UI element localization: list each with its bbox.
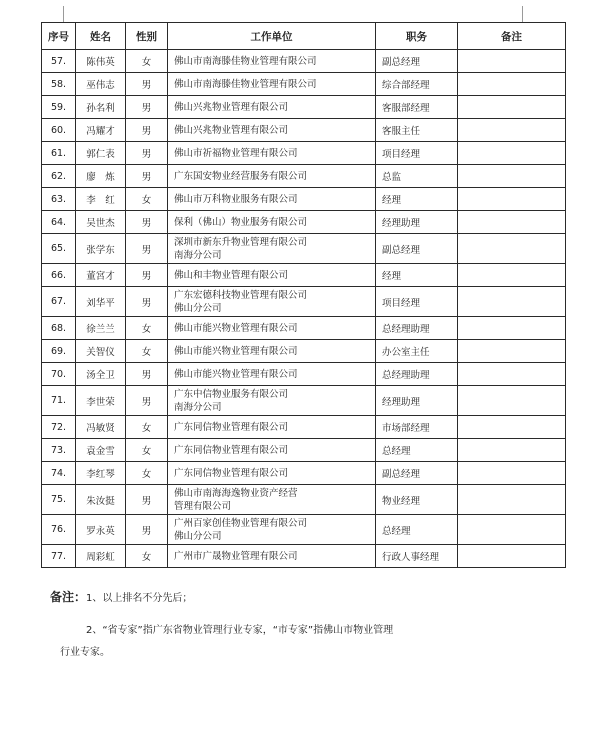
- person-name: 汤全卫: [76, 363, 126, 386]
- remarks: [458, 416, 566, 439]
- work-unit-line: 佛山市能兴物业管理有限公司: [174, 368, 298, 380]
- expert-table: [41, 22, 566, 568]
- table-row: [42, 485, 566, 515]
- gender: 男: [126, 264, 168, 287]
- work-unit-line: 广东同信物业管理有限公司: [174, 467, 289, 479]
- notes-label: 备注：: [50, 590, 87, 604]
- person-name: 徐兰兰: [76, 317, 126, 340]
- table-row: [42, 234, 566, 264]
- column-header: 姓名: [76, 23, 126, 50]
- notes-section: [50, 588, 570, 662]
- job-title: 经理: [376, 264, 458, 287]
- gender: 男: [126, 485, 168, 515]
- work-unit: [168, 386, 376, 416]
- job-title: 总经理: [376, 439, 458, 462]
- job-title: 物业经理: [376, 485, 458, 515]
- table-row: [42, 416, 566, 439]
- person-name: 李世荣: [76, 386, 126, 416]
- table-row: [42, 119, 566, 142]
- gender: 男: [126, 142, 168, 165]
- gender: 女: [126, 340, 168, 363]
- work-unit-line: 广东同信物业管理有限公司: [174, 444, 289, 456]
- gender: 男: [126, 386, 168, 416]
- work-unit-line: 广州百家创佳物业管理有限公司: [174, 517, 308, 529]
- remarks: [458, 515, 566, 545]
- job-title: 办公室主任: [376, 340, 458, 363]
- work-unit-line: 佛山市南海滕佳物业管理有限公司: [174, 55, 317, 67]
- remarks: [458, 439, 566, 462]
- job-title: 副总经理: [376, 50, 458, 73]
- work-unit: [168, 264, 376, 287]
- table-row: [42, 317, 566, 340]
- table-row: [42, 287, 566, 317]
- job-title: 行政人事经理: [376, 545, 458, 568]
- row-number: 72.: [42, 416, 76, 439]
- job-title: 项目经理: [376, 287, 458, 317]
- work-unit-line: 佛山分公司: [174, 302, 222, 314]
- person-name: 李红琴: [76, 462, 126, 485]
- remarks: [458, 234, 566, 264]
- work-unit-line: 佛山市能兴物业管理有限公司: [174, 322, 298, 334]
- work-unit: [168, 363, 376, 386]
- table-row: [42, 50, 566, 73]
- work-unit-line: 南海分公司: [174, 249, 222, 261]
- work-unit-line: 佛山市能兴物业管理有限公司: [174, 345, 298, 357]
- row-number: 74.: [42, 462, 76, 485]
- page-corner-mark-vertical: [63, 6, 64, 22]
- table-row: [42, 545, 566, 568]
- work-unit: [168, 287, 376, 317]
- column-header: 性别: [126, 23, 168, 50]
- job-title: 副总经理: [376, 462, 458, 485]
- person-name: 袁金雪: [76, 439, 126, 462]
- table-row: [42, 515, 566, 545]
- page-corner-mark-vertical-right: [522, 6, 523, 22]
- remarks: [458, 73, 566, 96]
- work-unit: [168, 50, 376, 73]
- remarks: [458, 165, 566, 188]
- person-name: 董宮才: [76, 264, 126, 287]
- row-number: 77.: [42, 545, 76, 568]
- remarks: [458, 545, 566, 568]
- row-number: 69.: [42, 340, 76, 363]
- table-row: [42, 142, 566, 165]
- row-number: 58.: [42, 73, 76, 96]
- person-name: 周彩虹: [76, 545, 126, 568]
- gender: 女: [126, 439, 168, 462]
- note-item-2-line-1: 2、“省专家”指广东省物业管理行业专家，“市专家”指佛山市物业管理: [86, 625, 394, 636]
- work-unit: [168, 515, 376, 545]
- table-row: [42, 211, 566, 234]
- remarks: [458, 340, 566, 363]
- column-header: 序号: [42, 23, 76, 50]
- note-item-1: 1、以上排名不分先后；: [86, 593, 193, 604]
- gender: 男: [126, 165, 168, 188]
- gender: 女: [126, 416, 168, 439]
- gender: 男: [126, 287, 168, 317]
- work-unit-line: 佛山市南海海逸物业资产经营: [174, 487, 298, 499]
- column-header: 备注: [458, 23, 566, 50]
- gender: 男: [126, 515, 168, 545]
- work-unit: [168, 439, 376, 462]
- row-number: 62.: [42, 165, 76, 188]
- table-row: [42, 386, 566, 416]
- work-unit-line: 南海分公司: [174, 401, 222, 413]
- table-row: [42, 439, 566, 462]
- remarks: [458, 119, 566, 142]
- gender: 男: [126, 96, 168, 119]
- table-row: [42, 73, 566, 96]
- person-name: 刘华平: [76, 287, 126, 317]
- job-title: 总监: [376, 165, 458, 188]
- work-unit-line: 佛山市祈福物业管理有限公司: [174, 147, 298, 159]
- row-number: 75.: [42, 485, 76, 515]
- work-unit: [168, 188, 376, 211]
- remarks: [458, 462, 566, 485]
- job-title: 副总经理: [376, 234, 458, 264]
- person-name: 巫伟志: [76, 73, 126, 96]
- job-title: 客服部经理: [376, 96, 458, 119]
- work-unit-line: 佛山和丰物业管理有限公司: [174, 269, 289, 281]
- row-number: 66.: [42, 264, 76, 287]
- work-unit-line: 广州市广晟物业管理有限公司: [174, 550, 298, 562]
- person-name: 李 红: [76, 188, 126, 211]
- person-name: 吴世杰: [76, 211, 126, 234]
- work-unit-line: 管理有限公司: [174, 500, 232, 512]
- gender: 女: [126, 462, 168, 485]
- person-name: 冯耀才: [76, 119, 126, 142]
- remarks: [458, 50, 566, 73]
- gender: 女: [126, 188, 168, 211]
- job-title: 项目经理: [376, 142, 458, 165]
- work-unit-line: 广东宏德科技物业管理有限公司: [174, 289, 308, 301]
- row-number: 67.: [42, 287, 76, 317]
- work-unit: [168, 545, 376, 568]
- work-unit: [168, 485, 376, 515]
- remarks: [458, 264, 566, 287]
- gender: 男: [126, 119, 168, 142]
- remarks: [458, 363, 566, 386]
- table-row: [42, 188, 566, 211]
- remarks: [458, 317, 566, 340]
- row-number: 64.: [42, 211, 76, 234]
- person-name: 朱汝挺: [76, 485, 126, 515]
- person-name: 廖 炼: [76, 165, 126, 188]
- work-unit: [168, 119, 376, 142]
- remarks: [458, 142, 566, 165]
- work-unit: [168, 165, 376, 188]
- remarks: [458, 188, 566, 211]
- table-row: [42, 340, 566, 363]
- gender: 女: [126, 50, 168, 73]
- row-number: 73.: [42, 439, 76, 462]
- row-number: 59.: [42, 96, 76, 119]
- table-row: [42, 363, 566, 386]
- work-unit: [168, 211, 376, 234]
- row-number: 61.: [42, 142, 76, 165]
- work-unit: [168, 317, 376, 340]
- table-row: [42, 165, 566, 188]
- row-number: 57.: [42, 50, 76, 73]
- gender: 男: [126, 73, 168, 96]
- work-unit-line: 广东同信物业管理有限公司: [174, 421, 289, 433]
- work-unit: [168, 416, 376, 439]
- work-unit: [168, 73, 376, 96]
- row-number: 60.: [42, 119, 76, 142]
- person-name: 陈伟英: [76, 50, 126, 73]
- job-title: 经理: [376, 188, 458, 211]
- remarks: [458, 287, 566, 317]
- person-name: 罗永英: [76, 515, 126, 545]
- person-name: 郭仁表: [76, 142, 126, 165]
- remarks: [458, 485, 566, 515]
- table-row: [42, 96, 566, 119]
- work-unit-line: 佛山市南海滕佳物业管理有限公司: [174, 78, 317, 90]
- column-header: 职务: [376, 23, 458, 50]
- work-unit-line: 保利（佛山）物业服务有限公司: [174, 216, 308, 228]
- work-unit: [168, 142, 376, 165]
- job-title: 总经理助理: [376, 317, 458, 340]
- table-header-row: [42, 23, 566, 50]
- gender: 女: [126, 317, 168, 340]
- remarks: [458, 96, 566, 119]
- work-unit-line: 广东国安物业经营服务有限公司: [174, 170, 308, 182]
- row-number: 65.: [42, 234, 76, 264]
- remarks: [458, 211, 566, 234]
- person-name: 冯敏贤: [76, 416, 126, 439]
- row-number: 71.: [42, 386, 76, 416]
- job-title: 客服主任: [376, 119, 458, 142]
- column-header: 工作单位: [168, 23, 376, 50]
- job-title: 经理助理: [376, 386, 458, 416]
- job-title: 经理助理: [376, 211, 458, 234]
- job-title: 总经理: [376, 515, 458, 545]
- work-unit-line: 佛山市万科物业服务有限公司: [174, 193, 298, 205]
- row-number: 70.: [42, 363, 76, 386]
- row-number: 68.: [42, 317, 76, 340]
- work-unit: [168, 462, 376, 485]
- table-row: [42, 462, 566, 485]
- person-name: 张学东: [76, 234, 126, 264]
- work-unit-line: 广东中信物业服务有限公司: [174, 388, 289, 400]
- gender: 男: [126, 211, 168, 234]
- work-unit: [168, 340, 376, 363]
- person-name: 关智仪: [76, 340, 126, 363]
- row-number: 63.: [42, 188, 76, 211]
- work-unit: [168, 234, 376, 264]
- work-unit-line: 佛山分公司: [174, 530, 222, 542]
- job-title: 综合部经理: [376, 73, 458, 96]
- row-number: 76.: [42, 515, 76, 545]
- job-title: 市场部经理: [376, 416, 458, 439]
- person-name: 孙名利: [76, 96, 126, 119]
- work-unit-line: 深圳市新东升物业管理有限公司: [174, 236, 308, 248]
- gender: 男: [126, 363, 168, 386]
- table-row: [42, 264, 566, 287]
- table-body: [42, 50, 566, 568]
- work-unit-line: 佛山兴兆物业管理有限公司: [174, 124, 289, 136]
- gender: 女: [126, 545, 168, 568]
- gender: 男: [126, 234, 168, 264]
- remarks: [458, 386, 566, 416]
- note-item-2-line-2: 行业专家。: [60, 647, 110, 658]
- work-unit-line: 佛山兴兆物业管理有限公司: [174, 101, 289, 113]
- work-unit: [168, 96, 376, 119]
- job-title: 总经理助理: [376, 363, 458, 386]
